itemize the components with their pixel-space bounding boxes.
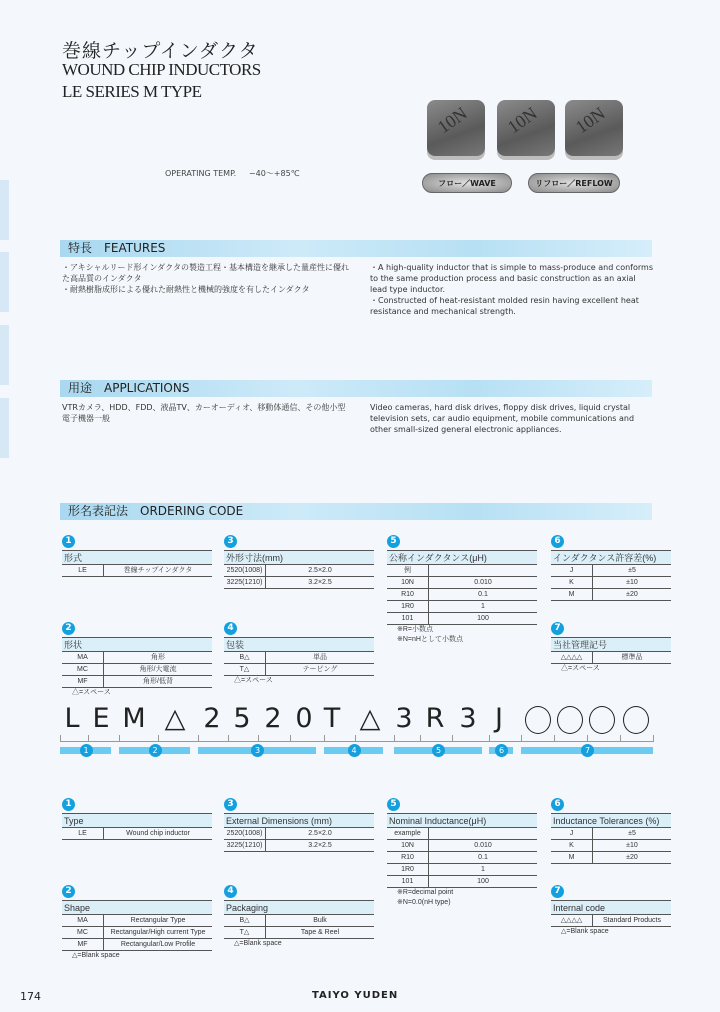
chip-image <box>427 100 485 156</box>
code-tick <box>452 735 453 742</box>
table-title: Packaging <box>224 900 374 915</box>
table-cell: 2520(1008) <box>224 828 266 839</box>
code-char: M <box>122 703 146 734</box>
table-cell: ±10 <box>626 579 638 586</box>
table-row <box>224 577 374 589</box>
features-jp <box>62 262 352 295</box>
applications-heading: 用途 APPLICATIONS <box>60 380 652 397</box>
table-row <box>551 852 671 864</box>
table-cell: ±5 <box>628 567 636 574</box>
table-number-badge: 3 <box>224 535 237 548</box>
table-cell: J <box>551 828 593 839</box>
applications-jp: VTRカメラ、HDD、FDD、液晶TV、カーオーディオ、移動体通信、その他小型電子機器一般 <box>62 403 346 423</box>
table-row <box>62 927 212 939</box>
chip-marking: 10N <box>571 103 609 138</box>
chip-image <box>565 100 623 156</box>
code-tick <box>88 735 89 742</box>
table-row <box>62 939 212 951</box>
ordering-table-en-5 <box>387 813 537 908</box>
table-cell: LE <box>62 565 104 576</box>
table-row <box>551 915 671 927</box>
table-cell: R10 <box>387 852 429 863</box>
table-cell: 巻線チップインダクタ <box>123 567 193 574</box>
code-char: T <box>323 703 341 734</box>
table-row <box>387 565 537 577</box>
table-cell: 100 <box>477 878 489 885</box>
table-cell: T△ <box>224 927 266 938</box>
table-number-badge: 5 <box>387 798 400 811</box>
table-note: ※N=nHとして小数点 <box>397 636 463 643</box>
title-jp: 巻線チップインダクタ <box>62 40 259 62</box>
table-row <box>62 828 212 840</box>
table-row <box>387 589 537 601</box>
table-cell: △△△△ <box>551 652 593 663</box>
table-title: Internal code <box>551 900 671 915</box>
ordering-table-en-1 <box>62 813 212 840</box>
table-row <box>387 613 537 625</box>
table-cell: テーピング <box>302 666 338 673</box>
table-number-badge: 3 <box>224 798 237 811</box>
code-tick <box>228 735 229 742</box>
chip-image <box>497 100 555 156</box>
table-row <box>387 828 537 840</box>
edge-stripe <box>0 398 9 458</box>
table-row <box>551 840 671 852</box>
table-cell: ±10 <box>626 842 638 849</box>
table-cell: LE <box>62 828 104 839</box>
features-heading: 特長 FEATURES <box>60 240 652 257</box>
ordering-table-jp-1 <box>62 550 212 577</box>
table-row <box>387 601 537 613</box>
table-cell: 10N <box>387 577 429 588</box>
features-en <box>370 262 655 317</box>
code-tick <box>587 735 588 742</box>
code-char: △ <box>164 703 186 734</box>
code-circle <box>589 706 615 734</box>
table-cell: K <box>551 840 593 851</box>
table-cell: 3225(1210) <box>224 840 266 851</box>
ordering-table-en-2 <box>62 900 212 961</box>
table-note: △=スペース <box>234 677 273 684</box>
table-note: △=スペース <box>561 665 600 672</box>
table-cell: R10 <box>387 589 429 600</box>
table-row <box>387 864 537 876</box>
table-cell: 2520(1008) <box>224 565 266 576</box>
reflow-badge: リフロー／REFLOW <box>528 173 620 193</box>
table-cell: Rectangular/High current Type <box>110 929 206 936</box>
code-char: E <box>92 703 110 734</box>
table-cell: 1 <box>481 866 485 873</box>
feature-jp-item: ・アキシャルリード形インダクタの製造工程・基本構造を継承した量産性に優れた高品質のインダクタ <box>62 263 349 283</box>
table-note: ※R=decimal point <box>397 889 454 896</box>
table-title: External Dimensions (mm) <box>224 813 374 828</box>
table-note: △=Blank space <box>72 952 120 959</box>
table-cell: MF <box>62 676 104 687</box>
code-char: J <box>495 703 503 734</box>
table-cell: 例 <box>387 565 429 576</box>
table-cell: 3225(1210) <box>224 577 266 588</box>
table-cell: MA <box>62 652 104 663</box>
code-circle <box>557 706 583 734</box>
table-row <box>224 840 374 852</box>
table-title: 形状 <box>62 637 212 652</box>
code-tick <box>119 735 120 742</box>
code-circle <box>525 706 551 734</box>
table-cell: 101 <box>387 876 429 887</box>
code-char: 2 <box>203 703 221 734</box>
table-cell: Standard Products <box>603 917 661 924</box>
temp-value: −40～+85℃ <box>248 169 300 178</box>
table-cell: B△ <box>224 915 266 926</box>
table-row <box>551 589 671 601</box>
code-baseline <box>60 741 653 742</box>
ordering-table-en-3 <box>224 813 374 852</box>
table-row <box>224 927 374 939</box>
ordering-table-jp-6 <box>551 550 671 601</box>
table-cell: △△△△ <box>551 915 593 926</box>
edge-stripe <box>0 325 9 385</box>
title-en: WOUND CHIP INDUCTORS <box>62 60 261 79</box>
code-group-number: 2 <box>149 744 162 757</box>
temp-label: OPERATING TEMP. <box>165 169 237 178</box>
table-row <box>62 915 212 927</box>
feature-en-item: ・Constructed of heat-resistant molded resin having excellent heat resistance and mechanical strength. <box>370 296 639 316</box>
table-cell: 1R0 <box>387 864 429 875</box>
code-tick <box>489 735 490 742</box>
table-number-badge: 6 <box>551 535 564 548</box>
code-char: L <box>64 703 80 734</box>
table-note: ※R=小数点 <box>397 626 434 633</box>
table-cell: 0.1 <box>478 854 488 861</box>
edge-stripe <box>0 252 9 312</box>
wave-badge: フロー／WAVE <box>422 173 512 193</box>
code-tick <box>554 735 555 742</box>
code-tick <box>521 735 522 742</box>
table-cell: MC <box>62 664 104 675</box>
table-cell: 単品 <box>313 654 327 661</box>
table-title: Inductance Tolerances (%) <box>551 813 671 828</box>
code-char: 3 <box>395 703 413 734</box>
table-number-badge: 4 <box>224 885 237 898</box>
table-number-badge: 7 <box>551 622 564 635</box>
code-tick <box>420 735 421 742</box>
chip-marking: 10N <box>433 103 471 138</box>
code-tick <box>158 735 159 742</box>
table-row <box>62 565 212 577</box>
table-row <box>62 664 212 676</box>
table-row <box>224 652 374 664</box>
code-char: 5 <box>233 703 251 734</box>
edge-stripe <box>0 180 9 240</box>
table-cell: Rectangular Type <box>130 917 186 924</box>
applications-en: Video cameras, hard disk drives, floppy disk drives, liquid crystal television sets, car audio equipment, mobile communications and other small-sized general electronic appliances. <box>370 403 635 434</box>
table-title: 包装 <box>224 637 374 652</box>
table-cell <box>429 828 537 839</box>
table-row <box>387 577 537 589</box>
table-number-badge: 4 <box>224 622 237 635</box>
table-cell: 1 <box>481 603 485 610</box>
table-cell: example <box>387 828 429 839</box>
table-number-badge: 7 <box>551 885 564 898</box>
brand-footer: TAIYO YUDEN <box>312 990 399 1001</box>
table-cell: 3.2×2.5 <box>308 579 332 586</box>
table-number-badge: 5 <box>387 535 400 548</box>
table-title: Nominal Inductance(μH) <box>387 813 537 828</box>
table-row <box>224 915 374 927</box>
table-cell: T△ <box>224 664 266 675</box>
table-cell: ±20 <box>626 854 638 861</box>
code-tick <box>60 735 61 742</box>
table-title: Type <box>62 813 212 828</box>
table-title: Shape <box>62 900 212 915</box>
table-cell: 2.5×2.0 <box>308 567 332 574</box>
table-cell: MF <box>62 939 104 950</box>
ordering-table-en-6 <box>551 813 671 864</box>
table-cell: 角形/低背 <box>143 678 173 685</box>
ordering-table-en-7 <box>551 900 671 937</box>
table-note: △=Blank space <box>234 940 282 947</box>
operating-temp <box>165 168 300 179</box>
table-number-badge: 2 <box>62 885 75 898</box>
table-row <box>387 840 537 852</box>
table-cell: M <box>551 589 593 600</box>
ordering-table-jp-7 <box>551 637 671 674</box>
code-tick <box>198 735 199 742</box>
series-name: LE SERIES M TYPE <box>62 82 202 101</box>
table-cell: J <box>551 565 593 576</box>
table-cell: 10N <box>387 840 429 851</box>
ordering-heading: 形名表記法 ORDERING CODE <box>60 503 652 520</box>
table-row <box>62 676 212 688</box>
table-row <box>551 828 671 840</box>
table-cell: ±5 <box>628 830 636 837</box>
table-cell: 標準品 <box>621 654 643 661</box>
table-number-badge: 2 <box>62 622 75 635</box>
table-number-badge: 1 <box>62 535 75 548</box>
table-note: △=Blank space <box>561 928 609 935</box>
table-cell: 101 <box>387 613 429 624</box>
table-cell: MA <box>62 915 104 926</box>
code-tick <box>620 735 621 742</box>
table-row <box>224 565 374 577</box>
code-tick <box>258 735 259 742</box>
code-char: 2 <box>264 703 282 734</box>
table-number-badge: 1 <box>62 798 75 811</box>
code-char: 0 <box>295 703 313 734</box>
table-row <box>551 565 671 577</box>
table-cell: 2.5×2.0 <box>308 830 332 837</box>
table-cell: 3.2×2.5 <box>308 842 332 849</box>
table-row <box>387 852 537 864</box>
table-cell: M <box>551 852 593 863</box>
table-cell: 0.010 <box>474 579 492 586</box>
table-cell: 1R0 <box>387 601 429 612</box>
table-cell: Bulk <box>313 917 327 924</box>
code-tick <box>355 735 356 742</box>
table-cell: 0.010 <box>474 842 492 849</box>
table-number-badge: 6 <box>551 798 564 811</box>
feature-jp-item: ・耐熱樹脂成形による優れた耐熱性と機械的強度を有したインダクタ <box>62 285 310 294</box>
table-title: 形式 <box>62 550 212 565</box>
table-cell: ±20 <box>626 591 638 598</box>
table-title: インダクタンス許容差(%) <box>551 550 671 565</box>
page-number: 174 <box>20 990 41 1003</box>
feature-en-item: ・A high-quality inductor that is simple to mass-produce and conforms to the same production process and basic construction as an axial lead type inductor. <box>370 263 653 294</box>
table-cell: B△ <box>224 652 266 663</box>
table-cell: MC <box>62 927 104 938</box>
table-row <box>387 876 537 888</box>
table-cell: 0.1 <box>478 591 488 598</box>
code-char: △ <box>359 703 381 734</box>
code-tick <box>324 735 325 742</box>
table-cell: Wound chip inductor <box>126 830 190 837</box>
code-tick <box>394 735 395 742</box>
table-title: 当社管理記号 <box>551 637 671 652</box>
table-title: 外形寸法(mm) <box>224 550 374 565</box>
table-cell <box>429 565 537 576</box>
table-cell: 角形 <box>151 654 165 661</box>
code-group-number: 4 <box>348 744 361 757</box>
code-group-number: 5 <box>432 744 445 757</box>
chip-marking: 10N <box>503 103 541 138</box>
ordering-table-jp-3 <box>224 550 374 589</box>
table-row <box>224 828 374 840</box>
table-cell: 100 <box>477 615 489 622</box>
table-note: ※N=0.0(nH type) <box>397 899 451 906</box>
code-group-number: 1 <box>80 744 93 757</box>
code-circle <box>623 706 649 734</box>
table-cell: Rectangular/Low Profile <box>120 941 196 948</box>
code-group-number: 7 <box>581 744 594 757</box>
table-row <box>551 652 671 664</box>
code-tick <box>290 735 291 742</box>
table-note: △=スペース <box>72 689 111 696</box>
table-cell: Tape & Reel <box>300 929 340 936</box>
table-row <box>224 664 374 676</box>
table-row <box>62 652 212 664</box>
ordering-table-jp-2 <box>62 637 212 698</box>
code-group-number: 3 <box>251 744 264 757</box>
ordering-table-jp-4 <box>224 637 374 686</box>
code-group-number: 6 <box>495 744 508 757</box>
table-row <box>551 577 671 589</box>
code-tick <box>653 735 654 742</box>
table-cell: K <box>551 577 593 588</box>
table-cell: 角形/大電流 <box>139 666 177 673</box>
ordering-table-en-4 <box>224 900 374 949</box>
table-title: 公称インダクタンス(μH) <box>387 550 537 565</box>
code-char: R <box>425 703 445 734</box>
ordering-table-jp-5 <box>387 550 537 645</box>
code-char: 3 <box>459 703 477 734</box>
